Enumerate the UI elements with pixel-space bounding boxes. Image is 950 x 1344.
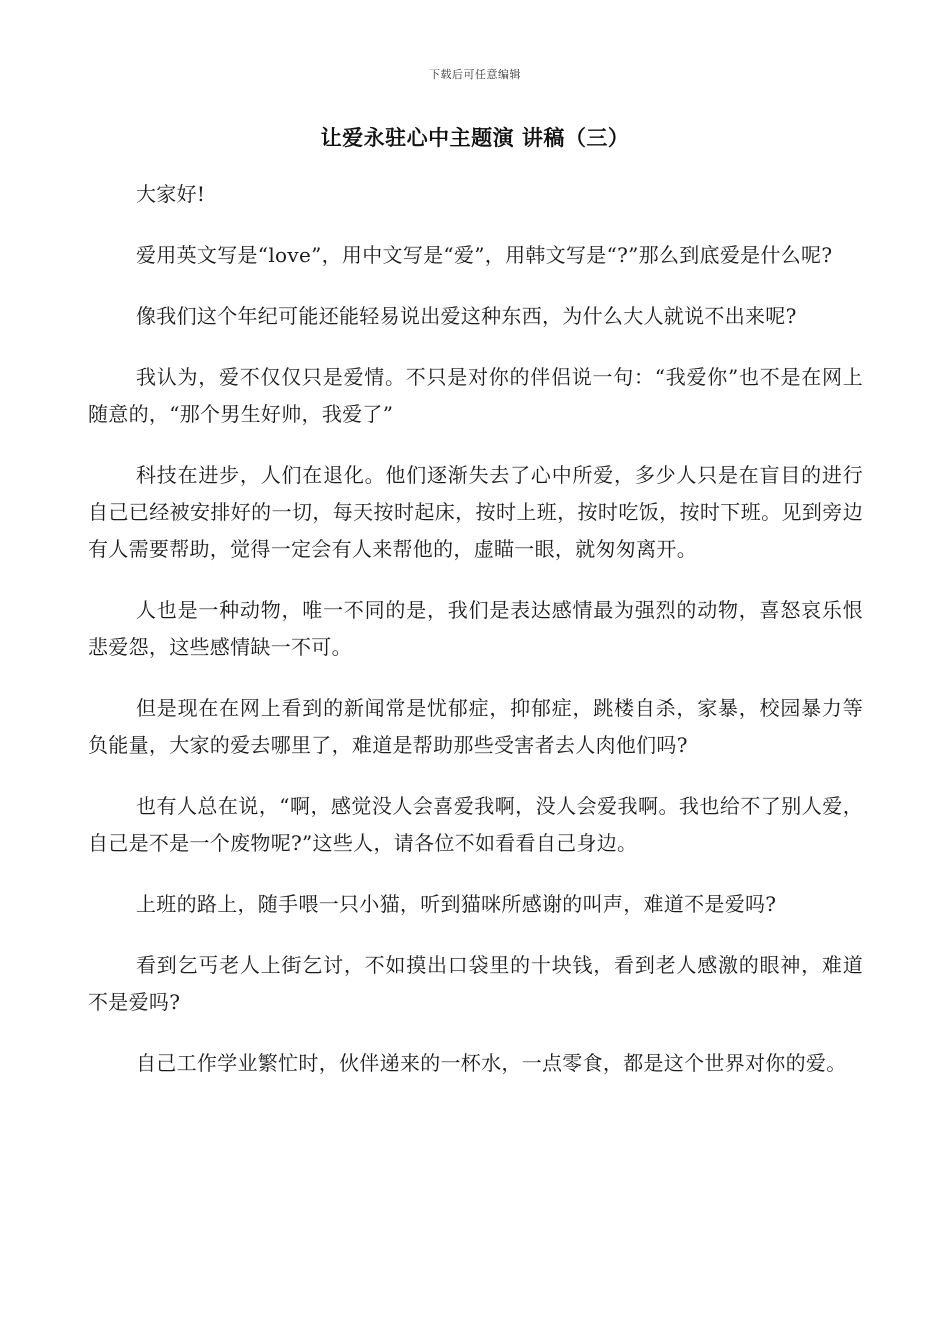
paragraph: 像我们这个年纪可能还能轻易说出爱这种东西，为什么大人就说不出来呢? xyxy=(136,304,797,328)
document-title: 让爱永驻心中主题演 讲稿（三） xyxy=(320,125,630,150)
paragraph: 自己工作学业繁忙时，伙伴递来的一杯水，一点零食，都是这个世界对你的爱。 xyxy=(136,1051,847,1075)
paragraph: 也有人总在说，“啊，感觉没人会喜爱我啊，没人会爱我啊。我也给不了别人爱，自己是不是一个废物呢?”这些人，请各位不如看看自己身边。 xyxy=(88,794,863,855)
paragraph: 但是现在在网上看到的新闻常是忧郁症，抑郁症，跳楼自杀，家暴，校园暴力等负能量，大家的爱去哪里了，难道是帮助那些受害者去人肉他们吗? xyxy=(88,696,863,757)
paragraph: 上班的路上，随手喂一只小猫，听到猫咪所感谢的叫声，难道不是爱吗? xyxy=(136,892,777,916)
paragraph: 爱用英文写是“love”，用中文写是“爱”，用韩文写是“?”那么到底爱是什么呢? xyxy=(136,243,833,267)
paragraph: 大家好! xyxy=(136,182,206,206)
paragraph: 人也是一种动物，唯一不同的是，我们是表达感情最为强烈的动物，喜怒哀乐恨悲爱怨，这些感情缺一不可。 xyxy=(88,598,863,659)
paragraph: 看到乞丐老人上街乞讨，不如摸出口袋里的十块钱，看到老人感激的眼神，难道不是爱吗? xyxy=(88,953,863,1014)
header-note: 下载后可任意编辑 xyxy=(429,68,521,81)
document-body xyxy=(88,176,863,1106)
paragraph: 科技在进步，人们在退化。他们逐渐失去了心中所爱，多少人只是在盲目的进行自己已经被安排好的一切，每天按时起床，按时上班，按时吃饭，按时下班。见到旁边有人需要帮助，觉得一定会有人来帮他的，虚瞄一眼，就匆匆离开。 xyxy=(88,463,863,561)
paragraph: 我认为，爱不仅仅只是爱情。不只是对你的伴侣说一句：“我爱你”也不是在网上随意的，“那个男生好帅，我爱了” xyxy=(88,365,863,426)
